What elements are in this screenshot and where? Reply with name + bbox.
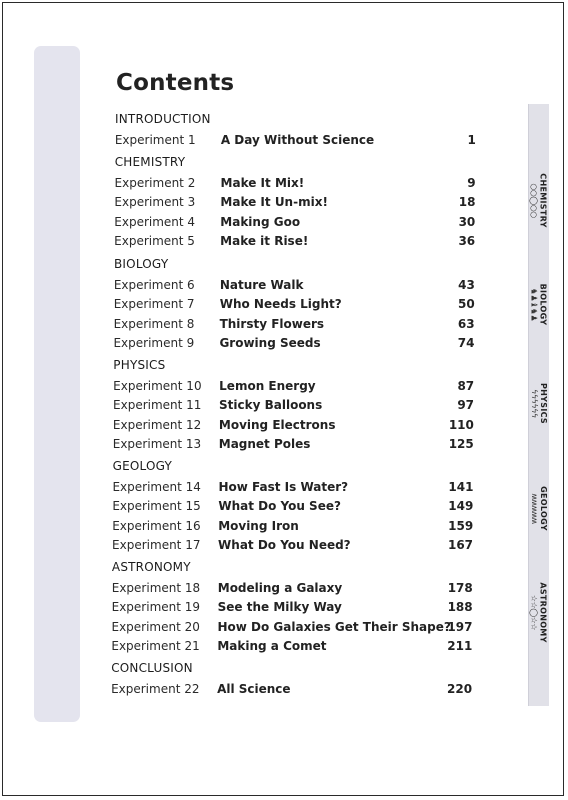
experiment-number: Experiment 19 [111,600,201,615]
toc-row [0,639,568,655]
side-tab-astronomy [528,560,548,664]
side-tab-biology [528,262,548,346]
toc-row [0,317,568,333]
toc-row [0,195,568,211]
section-heading-astronomy: ASTRONOMY [111,560,191,574]
toc-row [0,234,568,250]
page-number: 220 [447,682,473,696]
page-number: 97 [457,398,475,413]
experiment-number: Experiment 21 [111,639,200,654]
experiment-number: Experiment 2 [114,176,196,190]
experiment-title: A Day Without Science [220,133,375,147]
toc-row [0,480,568,496]
experiment-number: Experiment 10 [113,379,202,393]
toc-row [0,418,568,434]
toc-row [0,297,568,313]
mountain-icon: ʍʍʍʍʍ [529,492,539,524]
experiment-number: Experiment 9 [113,336,195,351]
section-heading-conclusion: CONCLUSION [111,661,193,675]
section-heading-geology: GEOLOGY [112,459,173,473]
side-tab-label: BIOLOGY [538,283,548,325]
section-heading-chemistry: CHEMISTRY [114,155,186,169]
experiment-number: Experiment 20 [111,619,200,634]
page-number: 178 [447,581,473,595]
experiment-title: Thirsty Flowers [219,316,325,331]
experiment-number: Experiment 7 [113,297,195,312]
page-number: 197 [447,619,473,634]
experiment-title: Sticky Balloons [219,398,323,413]
experiment-number: Experiment 16 [112,518,201,533]
toc-row [0,215,568,231]
page-number: 43 [458,278,475,292]
experiment-number: Experiment 15 [112,499,201,514]
page-number: 188 [447,600,473,615]
page-number: 30 [458,214,476,229]
experiment-title: Who Needs Light? [219,297,342,312]
experiment-title: Moving Electrons [218,417,336,432]
page-number: 18 [458,195,476,210]
side-tab-label: GEOLOGY [538,485,548,531]
toc-row [0,538,568,554]
page-number: 141 [448,480,474,494]
experiment-title: Modeling a Galaxy [217,581,343,595]
toc-row [0,682,568,698]
experiment-number: Experiment 8 [113,316,195,331]
section-heading-introduction: INTRODUCTION [115,112,211,126]
page-number: 110 [448,417,474,432]
flask-icon: ○○◯○○ [529,182,539,218]
experiment-number: Experiment 11 [113,398,202,413]
toc-row [0,581,568,597]
experiment-title: How Fast Is Water? [218,480,349,494]
experiment-title: Making Goo [220,214,301,229]
experiment-title: See the Milky Way [217,600,342,615]
toc-row [0,133,568,149]
toc-row [0,437,568,453]
toc-row [0,499,568,515]
side-tab-label: ASTRONOMY [538,581,548,643]
experiment-number: Experiment 13 [112,437,202,452]
page-number: 36 [458,234,476,249]
experiment-title: Make It Mix! [220,176,305,190]
experiment-title: Make it Rise! [220,234,309,249]
page-number: 1 [467,133,476,147]
experiment-title: What Do You Need? [218,538,351,553]
experiment-title: Magnet Poles [218,437,311,452]
experiment-number: Experiment 12 [112,417,202,432]
experiment-number: Experiment 18 [111,581,201,595]
toc-row [0,278,568,294]
experiment-number: Experiment 6 [113,278,195,292]
side-tab-label: PHYSICS [538,382,548,424]
section-heading-biology: BIOLOGY [114,257,169,271]
star-icon: ☆☆◯☆☆ [529,594,539,630]
side-tab-geology [528,472,548,544]
experiment-number: Experiment 22 [111,682,200,696]
animal-icon: ♞♟♝♞♟ [529,287,539,321]
page-number: 167 [447,538,474,553]
page-number: 149 [448,499,474,514]
toc-row [0,519,568,535]
side-tab-chemistry [528,160,548,240]
toc-row [0,600,568,616]
experiment-number: Experiment 3 [114,195,196,210]
page-title: Contents [116,70,235,96]
page-number: 9 [467,176,476,190]
experiment-title: Nature Walk [219,278,304,292]
toc-row [0,336,568,352]
toc-row [0,176,568,192]
experiment-number: Experiment 5 [114,234,195,249]
page-number: 50 [458,297,475,312]
section-heading-physics: PHYSICS [113,358,166,372]
experiment-number: Experiment 1 [114,133,196,147]
experiment-title: How Do Galaxies Get Their Shape? [217,619,451,634]
experiment-number: Experiment 14 [112,480,201,494]
experiment-title: Lemon Energy [219,379,316,393]
toc-row [0,398,568,414]
experiment-title: Growing Seeds [219,336,321,351]
experiment-title: Make It Un-mix! [220,195,328,210]
toc-row [0,620,568,636]
page-number: 74 [457,336,475,351]
page-number: 211 [447,639,473,654]
page-number: 63 [457,316,475,331]
experiment-title: Making a Comet [217,639,327,654]
experiment-title: All Science [217,682,291,696]
page-number: 87 [457,379,475,393]
side-tab-label: CHEMISTRY [538,172,548,228]
experiment-title: Moving Iron [218,518,299,533]
toc-row [0,379,568,395]
side-tab-physics [528,362,548,444]
experiment-number: Experiment 17 [112,538,201,553]
experiment-number: Experiment 4 [114,214,196,229]
lightning-icon: ϟϟϟϟϟϟ [529,388,539,418]
page-number: 159 [448,518,474,533]
experiment-title: What Do You See? [218,499,341,514]
page-number: 125 [448,437,474,452]
